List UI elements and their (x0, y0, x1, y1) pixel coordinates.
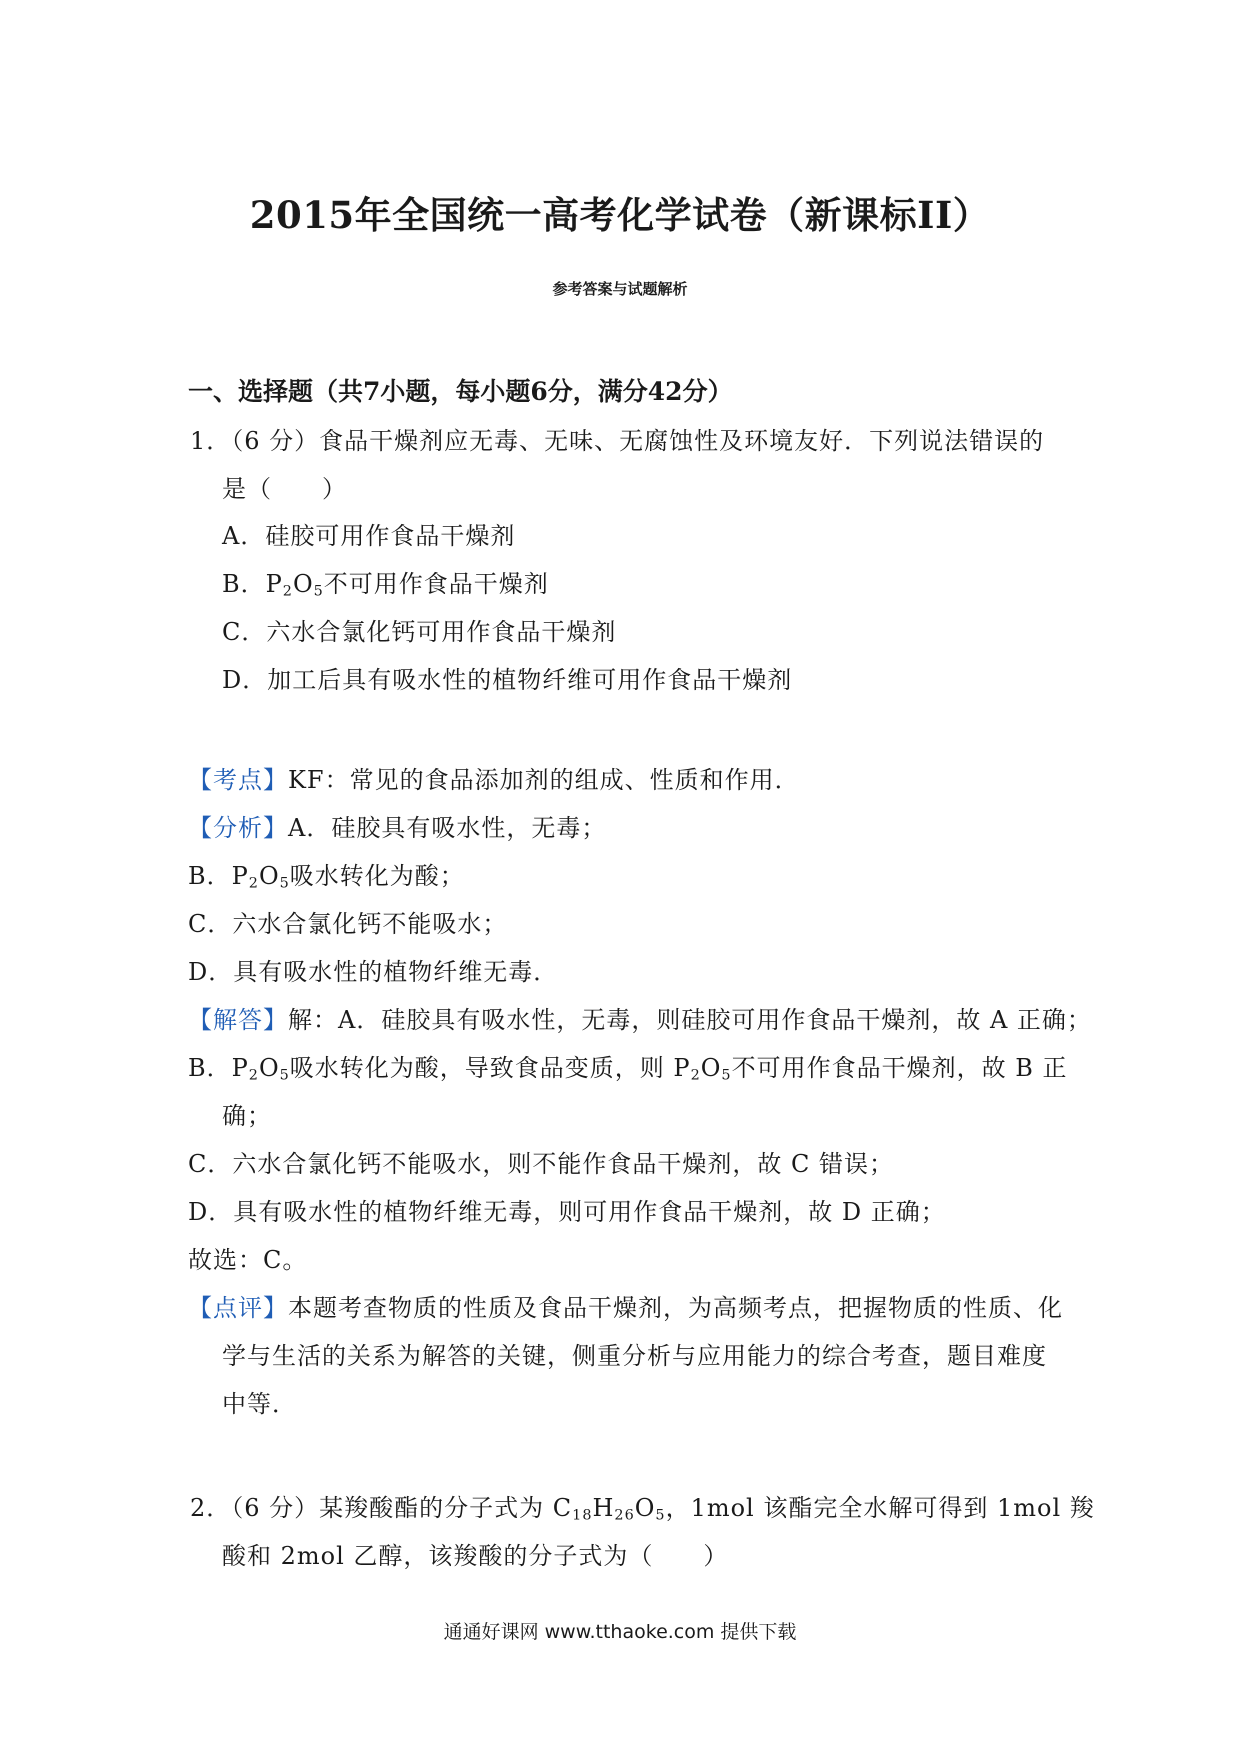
jieda-b: B．$P_2O_5$吸水转化为酸，导致食品变质，则 $P_2O_5$不可用作食品干燥剂，故 B 正 (188, 1054, 1068, 1084)
jieda-tag: 【解答】 (188, 1006, 288, 1034)
q1-stem-line1: 1．（6 分）食品干燥剂应无毒、无味、无腐蚀性及环境友好．下列说法错误的 (190, 427, 1045, 455)
dianping-line1: 【点评】本题考查物质的性质及食品干燥剂，为高频考点，把握物质的性质、化 (188, 1294, 1063, 1322)
q2-stem-line2: 酸和 2mol 乙醇，该羧酸的分子式为（ ） (222, 1542, 729, 1570)
fenxi-tag: 【分析】 (188, 814, 288, 842)
dianping-line3: 中等． (222, 1390, 297, 1418)
fenxi-b: B．$P_2O_5$吸水转化为酸； (188, 862, 465, 892)
page-subtitle: 参考答案与试题解析 (552, 280, 688, 298)
answer-line: 故选：C。 (188, 1246, 308, 1274)
jieda-c: C．六水合氯化钙不能吸水，则不能作食品干燥剂，故 C 错误； (188, 1150, 894, 1178)
q1-stem-line2: 是（ ） (222, 475, 347, 503)
fenxi-line: 【分析】A．硅胶具有吸水性，无毒； (188, 814, 607, 842)
kaodian-tag: 【考点】 (188, 766, 288, 794)
page-footer: 通通好课网 www.tthaoke.com 提供下载 (443, 1621, 797, 1643)
q1-option-d: D．加工后具有吸水性的植物纤维可用作食品干燥剂 (222, 666, 793, 694)
q1-option-a: A．硅胶可用作食品干燥剂 (222, 522, 516, 550)
jieda-d: D．具有吸水性的植物纤维无毒，则可用作食品干燥剂，故 D 正确； (188, 1198, 946, 1226)
jieda-b-line2: 确； (222, 1102, 272, 1130)
q1-option-b: B．$P_2O_5$不可用作食品干燥剂 (222, 570, 549, 600)
q1-option-c: C．六水合氯化钙可用作食品干燥剂 (222, 618, 617, 646)
jieda-line: 【解答】解：A．硅胶具有吸水性，无毒，则硅胶可用作食品干燥剂，故 A 正确； (188, 1006, 1092, 1034)
page-title: 2015年全国统一高考化学试卷（新课标II） (249, 193, 991, 237)
kaodian-line: 【考点】KF：常见的食品添加剂的组成、性质和作用． (188, 766, 800, 794)
q2-stem-line1: 2．（6 分）某羧酸酯的分子式为 $C_{18}H_{26}O_5$，1mol 该酯完全水解可得到 1mol 羧 (190, 1494, 1095, 1524)
fenxi-c: C．六水合氯化钙不能吸水； (188, 910, 508, 938)
dianping-tag: 【点评】 (188, 1294, 288, 1322)
dianping-line2: 学与生活的关系为解答的关键，侧重分析与应用能力的综合考查，题目难度 (222, 1342, 1047, 1370)
section-heading: 一、选择题（共7小题，每小题6分，满分42分） (188, 377, 733, 406)
fenxi-d: D．具有吸水性的植物纤维无毒． (188, 958, 559, 986)
